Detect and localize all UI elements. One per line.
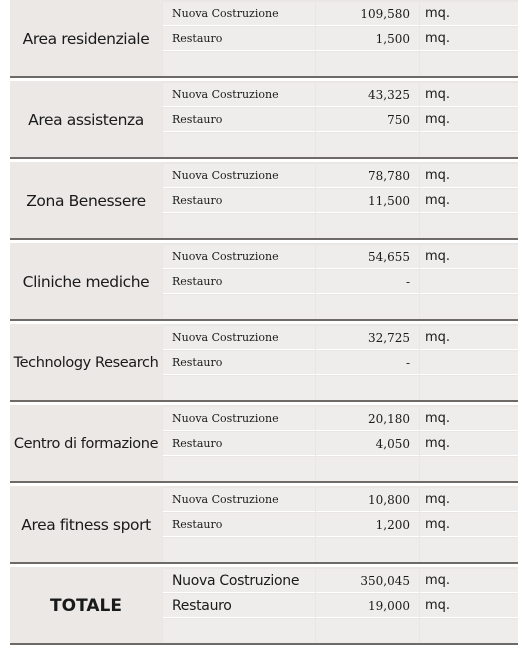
table-row-nuova-costruzione: [163, 488, 518, 512]
row-unit: mq.: [425, 6, 451, 21]
row-unit: mq.: [425, 517, 451, 532]
group-label: Area residenziale: [22, 29, 150, 48]
table-row-nuova-costruzione: [163, 407, 518, 431]
row-type: Nuova Costruzione: [172, 169, 279, 182]
table-row-nuova-costruzione: [163, 164, 518, 188]
row-type: Nuova Costruzione: [172, 412, 279, 425]
row-unit: mq.: [425, 330, 451, 345]
row-unit: mq.: [425, 598, 451, 613]
table-row-restauro: [163, 432, 518, 456]
table-row-nuova-costruzione: [163, 326, 518, 350]
group-label: Centro di formazione: [13, 435, 159, 452]
group-label-cell: [10, 567, 162, 644]
group-label-cell: [10, 324, 162, 401]
table-row-nuova-costruzione: [163, 2, 518, 26]
table-row-restauro: [163, 27, 518, 51]
row-type: Restauro: [172, 356, 223, 369]
group-area-assistenza: [10, 81, 518, 158]
row-value: -: [405, 274, 410, 289]
group-divider: [10, 319, 518, 321]
group-area-fitness-sport: [10, 486, 518, 563]
row-type: Nuova Costruzione: [172, 7, 279, 20]
table-row-nuova-costruzione: [163, 569, 518, 593]
row-value: 350,045: [360, 573, 410, 588]
row-type: Nuova Costruzione: [172, 250, 279, 263]
group-divider: [10, 157, 518, 159]
table-row-empty: [163, 457, 518, 481]
group-label: Area assistenza: [28, 110, 144, 129]
row-type: Nuova Costruzione: [172, 572, 300, 589]
row-unit: mq.: [425, 31, 451, 46]
row-value: 78,780: [368, 168, 410, 183]
table-row-empty: [163, 52, 518, 76]
row-type: Restauro: [172, 597, 232, 614]
group-label-cell: [10, 486, 162, 563]
group-divider: [10, 76, 518, 78]
row-value: 20,180: [368, 411, 410, 426]
table-row-restauro: [163, 594, 518, 618]
row-value: 4,050: [375, 436, 410, 451]
row-unit: mq.: [425, 168, 451, 183]
row-value: 11,500: [368, 193, 410, 208]
row-unit: mq.: [425, 193, 451, 208]
group-divider: [10, 643, 518, 645]
row-type: Nuova Costruzione: [172, 88, 279, 101]
group-label: Area fitness sport: [21, 515, 151, 534]
row-value: 1,500: [375, 31, 410, 46]
group-label-cell: [10, 243, 162, 320]
row-type: Nuova Costruzione: [172, 493, 279, 506]
row-type: Restauro: [172, 194, 223, 207]
row-value: 109,580: [360, 6, 410, 21]
row-unit: mq.: [425, 411, 451, 426]
row-type: Restauro: [172, 275, 223, 288]
group-divider: [10, 481, 518, 483]
group-divider: [10, 238, 518, 240]
row-value: 19,000: [368, 598, 410, 613]
row-type: Restauro: [172, 32, 223, 45]
table-row-empty: [163, 376, 518, 400]
table-row-restauro: [163, 108, 518, 132]
row-value: 43,325: [368, 87, 410, 102]
group-divider: [10, 400, 518, 402]
row-type: Restauro: [172, 437, 223, 450]
table-row-nuova-costruzione: [163, 245, 518, 269]
table-row-restauro: [163, 270, 518, 294]
row-value: 54,655: [368, 249, 410, 264]
row-type: Nuova Costruzione: [172, 331, 279, 344]
group-label: Zona Benessere: [26, 191, 146, 210]
table-row-restauro: [163, 351, 518, 375]
table-row-restauro: [163, 513, 518, 537]
group-technology-research: [10, 324, 518, 401]
table-row-restauro: [163, 189, 518, 213]
group-label-cell: [10, 0, 162, 77]
group-cliniche-mediche: [10, 243, 518, 320]
row-value: 750: [387, 112, 410, 127]
group-label-cell: [10, 81, 162, 158]
row-value: 10,800: [368, 492, 410, 507]
group-area-residenziale: [10, 0, 518, 77]
group-label: Technology Research: [13, 354, 159, 371]
table-row-empty: [163, 133, 518, 157]
row-unit: mq.: [425, 436, 451, 451]
group-label: TOTALE: [50, 595, 122, 616]
row-unit: mq.: [425, 492, 451, 507]
table-row-empty: [163, 619, 518, 643]
row-unit: mq.: [425, 87, 451, 102]
group-label-cell: [10, 162, 162, 239]
group-label-cell: [10, 405, 162, 482]
row-type: Restauro: [172, 113, 223, 126]
table-row-empty: [163, 214, 518, 238]
group-zona-benessere: [10, 162, 518, 239]
row-value: 1,200: [375, 517, 410, 532]
row-unit: mq.: [425, 249, 451, 264]
row-value: -: [405, 355, 410, 370]
table-row-empty: [163, 538, 518, 562]
group-label: Cliniche mediche: [22, 272, 150, 291]
row-unit: mq.: [425, 573, 451, 588]
row-type: Restauro: [172, 518, 223, 531]
row-value: 32,725: [368, 330, 410, 345]
row-unit: mq.: [425, 112, 451, 127]
group-centro-di-formazione: [10, 405, 518, 482]
group-totale: [10, 567, 518, 644]
table-row-nuova-costruzione: [163, 83, 518, 107]
table-row-empty: [163, 295, 518, 319]
group-divider: [10, 562, 518, 564]
